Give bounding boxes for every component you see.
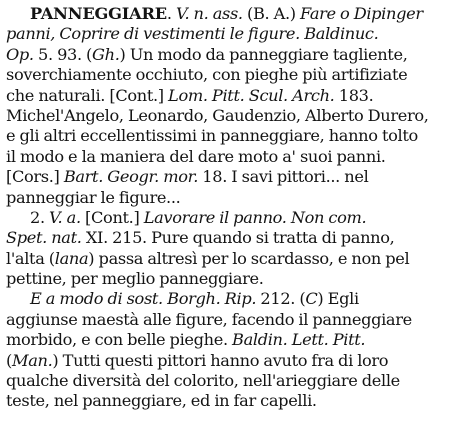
quotation-text: 18. I savi pittori... nel (198, 167, 369, 187)
quotation-text: XI. 215. Pure quando si tratta di panno, (81, 228, 395, 248)
definition-text: Lavorare il panno. Non com. (143, 207, 367, 227)
entry-line (6, 391, 462, 411)
entry-line (6, 228, 462, 248)
citation-source: Lom. Pitt. Scul. Arch. (168, 85, 335, 105)
citation-source: E a modo di sost. Borgh. Rip. (30, 289, 257, 309)
headword: PANNEGGIARE (30, 4, 167, 23)
entry-line (6, 249, 462, 269)
text-segment: 183. (334, 85, 374, 105)
citation-source: Bart. Geogr. mor. (63, 167, 199, 187)
entry-line (6, 371, 462, 391)
entry-line (6, 24, 462, 44)
citation-source: Op. (6, 44, 34, 64)
citation-source: Spet. nat. (6, 228, 82, 248)
quotation-text: l'alta ( (6, 248, 55, 268)
entry-line (6, 208, 462, 228)
quotation-text: ) Un modo da panneggiare tagliente, (119, 44, 408, 64)
text-segment: (B. A.) (242, 4, 301, 23)
citation-source: C (305, 289, 318, 309)
entry-line (6, 65, 462, 85)
entry-line (6, 289, 462, 309)
quotation-text: soverchiamente occhiuto, con pieghe più artifiziate (6, 65, 408, 85)
quotation-text: morbido, e con belle pieghe. (6, 330, 233, 350)
citation-source: Man. (11, 350, 53, 370)
definition-text: panni, Coprire di vestimenti le figure. Baldinuc. (6, 24, 379, 44)
quotation-text: aggiunse maestà alle figure, facendo il panneggiare (6, 309, 412, 329)
entry-line (6, 126, 462, 146)
sense-number: 2. (30, 207, 50, 227)
entry-line (6, 147, 462, 167)
quotation-text: lana (54, 248, 89, 268)
quotation-text: e gli altri eccellentissimi in panneggiare, hanno tolto (6, 126, 418, 146)
grammar-label: V. a. (49, 207, 81, 227)
quotation-text: teste, nel panneggiare, ed in far capelli. (6, 391, 317, 411)
quotation-text: Michel'Angelo, Leonardo, Gaudenzio, Alberto Durero, (6, 105, 429, 125)
citation-source: Baldin. Lett. Pitt. (232, 330, 366, 350)
entry-line (6, 330, 462, 350)
entry-line (6, 106, 462, 126)
quotation-text: pettine, per meglio panneggiare. (6, 269, 264, 289)
entry-line (6, 351, 462, 371)
entry-line (6, 310, 462, 330)
quotation-text: qualche diversità del colorito, nell'arieggiare delle (6, 371, 400, 391)
text-segment: ( (6, 350, 12, 370)
text-segment: [Cors.] (6, 167, 64, 187)
quotation-text: il modo e la maniera del dare moto a' suoi panni. (6, 146, 386, 166)
citation-source: Gh. (92, 44, 120, 64)
quotation-text: che naturali. [Cont.] (6, 85, 169, 105)
quotation-text: panneggiar le figure... (6, 187, 181, 207)
text-segment: 212. ( (256, 289, 306, 309)
quotation-text: ) Egli (317, 289, 359, 309)
entry-line (6, 269, 462, 289)
definition-text: Fare o Dipinger (300, 4, 423, 23)
quotation-text: ) Tutti questi pittori hanno avuto fra di loro (52, 350, 389, 370)
text-segment: [Cont.] (80, 207, 144, 227)
dictionary-entry (6, 4, 462, 412)
entry-line (6, 188, 462, 208)
text-segment: . (166, 4, 176, 23)
entry-line (6, 167, 462, 187)
entry-line (6, 4, 462, 24)
entry-line (6, 45, 462, 65)
quotation-text: ) passa altresì per lo scardasso, e non pel (88, 248, 410, 268)
grammar-label: V. n. ass. (175, 4, 243, 23)
entry-line (6, 86, 462, 106)
text-segment: 5. 93. ( (33, 44, 93, 64)
